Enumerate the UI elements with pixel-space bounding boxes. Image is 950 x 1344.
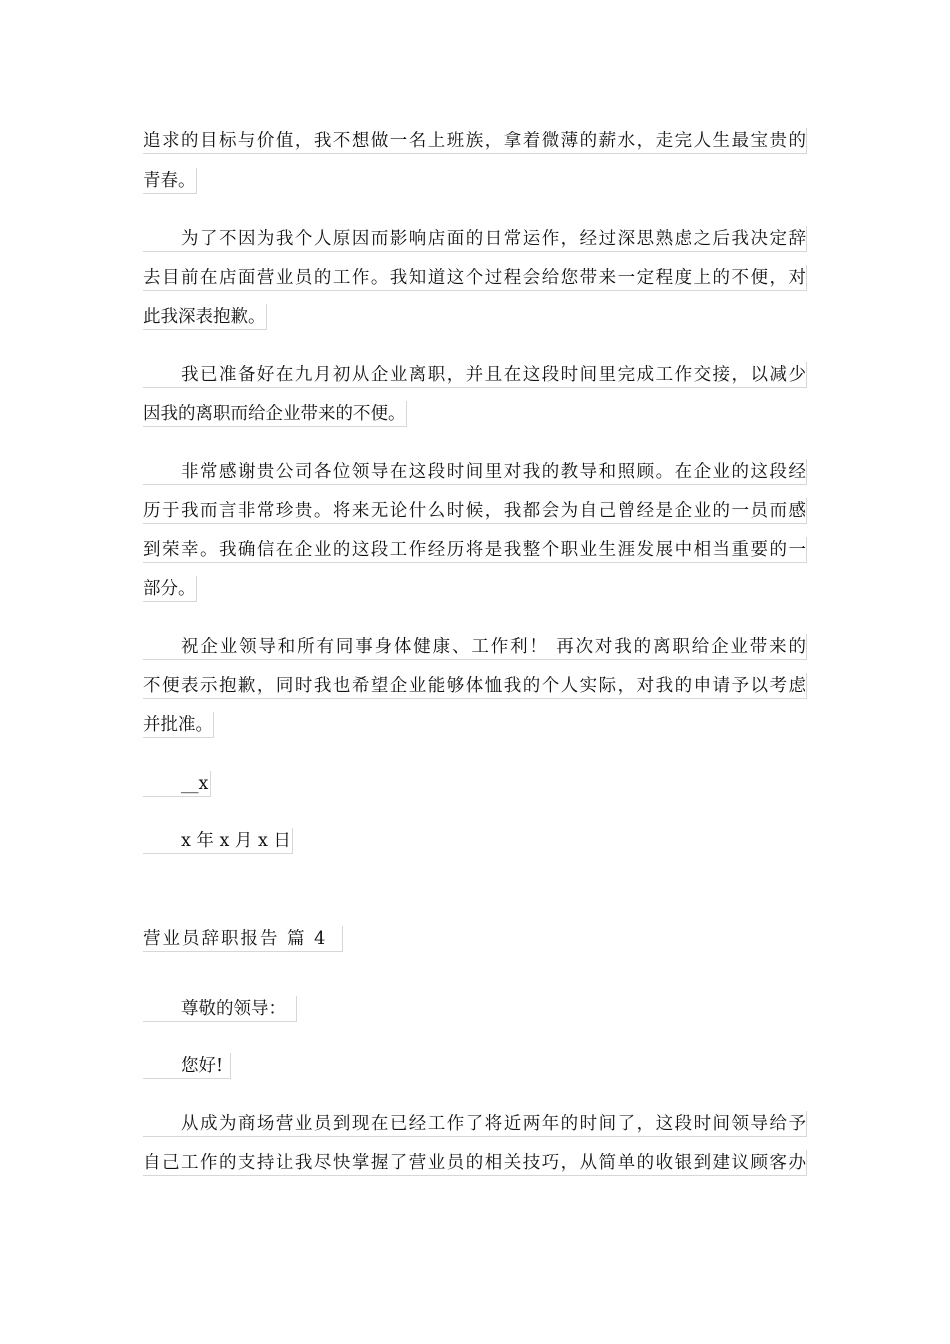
paragraph-line: 青春。 (143, 168, 197, 194)
paragraph-line: 因我的离职而给企业带来的不便。 (143, 401, 407, 427)
paragraph-line: 并批准。 (143, 712, 214, 738)
paragraph-line: 祝企业领导和所有同事身体健康、工作利！ 再次对我的离职给企业带来的 (143, 634, 807, 660)
salutation: 尊敬的领导： (143, 996, 297, 1022)
paragraph-line: 历于我而言非常珍贵。将来无论什么时候，我都会为自己曾经是企业的一员而感 (143, 498, 807, 524)
paragraph-line: 部分。 (143, 576, 197, 602)
paragraph-line: 到荣幸。我确信在企业的这段工作经历将是我整个职业生涯发展中相当重要的一 (143, 537, 807, 563)
paragraph-line: 不便表示抱歉，同时我也希望企业能够体恤我的个人实际，对我的申请予以考虑 (143, 673, 807, 699)
paragraph-line: 为了不因为我个人原因而影响店面的日常运作，经过深思熟虑之后我决定辞 (143, 226, 807, 252)
paragraph-line: 去目前在店面营业员的工作。我知道这个过程会给您带来一定程度上的不便，对 (143, 265, 807, 291)
paragraph-line: 追求的目标与价值，我不想做一名上班族，拿着微薄的薪水，走完人生最宝贵的 (143, 128, 807, 154)
date: x 年 x 月 x 日 (143, 828, 293, 854)
paragraph-line: 从成为商场营业员到现在已经工作了将近两年的时间了，这段时间领导给予 (143, 1111, 807, 1137)
paragraph-line: 此我深表抱歉。 (143, 304, 267, 330)
signature: __x (143, 771, 211, 797)
paragraph-line: 非常感谢贵公司各位领导在这段时间里对我的教导和照顾。在企业的这段经 (143, 459, 807, 485)
paragraph-line: 我已准备好在九月初从企业离职，并且在这段时间里完成工作交接，以减少 (143, 362, 807, 388)
section-title: 营业员辞职报告 篇 4 (143, 926, 343, 952)
paragraph-line: 自己工作的支持让我尽快掌握了营业员的相关技巧，从简单的收银到建议顾客办 (143, 1150, 807, 1176)
greeting: 您好! (143, 1053, 231, 1079)
